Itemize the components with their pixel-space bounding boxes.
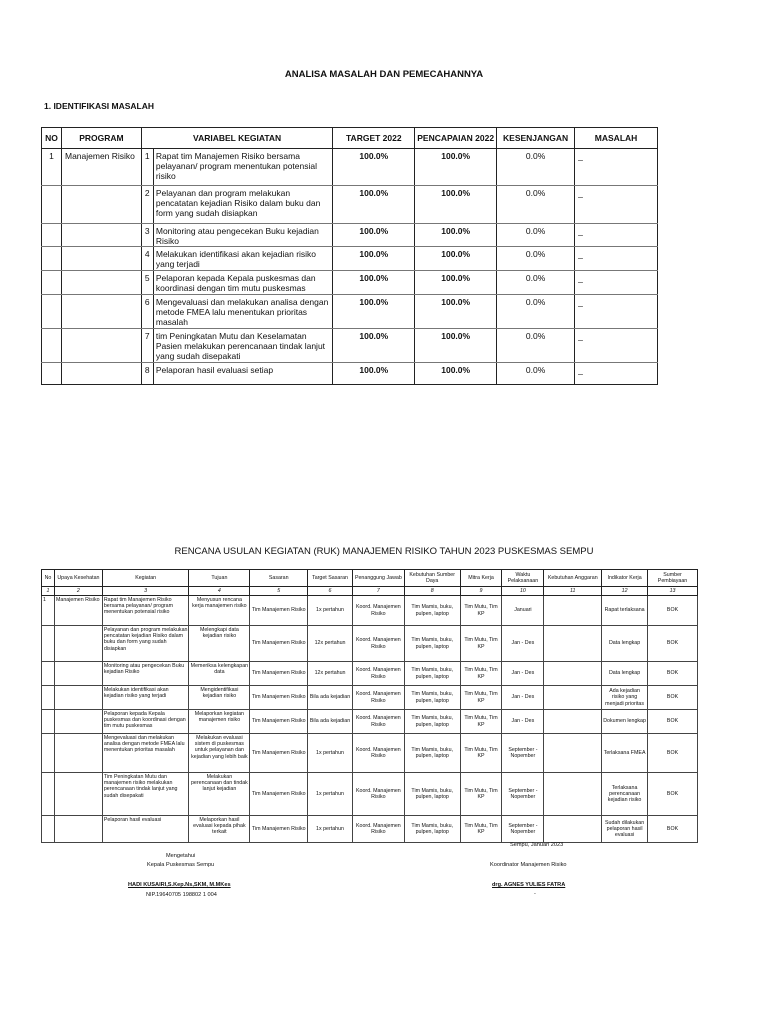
right-label: Koordinator Manajemen Risiko xyxy=(490,862,567,868)
right-signatory-name: drg. AGNES YULIES FATRA xyxy=(492,882,566,888)
activity-number: 4 xyxy=(141,247,153,271)
program-name xyxy=(61,224,141,247)
problem-value: _ xyxy=(575,271,658,295)
table-row xyxy=(42,363,658,385)
table-row xyxy=(42,596,698,626)
ruk-budget xyxy=(544,773,602,816)
target-value: 100.0% xyxy=(333,247,415,271)
ruk-funding-source: BOK xyxy=(648,773,698,816)
table-row xyxy=(42,247,658,271)
activity-text: Rapat tim Manajemen Risiko bersama pelayanan/ program menentukan potensial risiko xyxy=(153,149,333,186)
ruk-objective: Menyusun rencana kerja manajemen risiko xyxy=(189,596,250,626)
ruk-person-in-charge: Koord. Manajemen Risiko xyxy=(352,626,404,662)
ruk-header-cell: Target Sasaran xyxy=(308,570,353,587)
ruk-objective: Mengidentifikasi kejadian risiko xyxy=(189,686,250,710)
ruk-resources: Tim Mamis, buku, pulpen, laptop xyxy=(404,686,460,710)
activity-text: Pelayanan dan program melakukan pencatatan kejadian Risiko dalam buku dan form yang sudah disiapkan xyxy=(153,186,333,224)
problem-value: _ xyxy=(575,363,658,385)
activity-text: Monitoring atau pengecekan Buku kejadian Risiko xyxy=(153,224,333,247)
ruk-indicator: Data lengkap xyxy=(602,662,648,686)
ruk-partner: Tim Mutu, Tim KP xyxy=(460,686,502,710)
ruk-upaya xyxy=(54,662,102,686)
row-no: 1 xyxy=(42,149,62,186)
ruk-upaya xyxy=(54,773,102,816)
ruk-schedule: Jan - Des xyxy=(502,626,544,662)
achievement-value: 100.0% xyxy=(415,295,497,329)
ruk-partner: Tim Mutu, Tim KP xyxy=(460,662,502,686)
target-value: 100.0% xyxy=(333,149,415,186)
ruk-schedule: September - Nopember xyxy=(502,816,544,843)
ruk-header-cell: Kebutuhan Sumber Daya xyxy=(404,570,460,587)
ruk-row-no xyxy=(42,773,55,816)
document-title: ANALISA MASALAH DAN PEMECAHANNYA xyxy=(284,69,484,80)
ruk-target-group: Tim Manajemen Risiko xyxy=(250,710,308,734)
table-row xyxy=(42,710,698,734)
ruk-column-number: 11 xyxy=(544,587,602,596)
program-name xyxy=(61,271,141,295)
ruk-column-number: 6 xyxy=(308,587,353,596)
problem-value: _ xyxy=(575,329,658,363)
ruk-target: 12x pertahun xyxy=(308,626,353,662)
table-row xyxy=(42,149,658,186)
ruk-column-number-row xyxy=(42,587,698,596)
ruk-objective: Memeriksa kelengkapan data xyxy=(189,662,250,686)
ruk-activity: Tim Peningkatan Mutu dan manajemen risiko melakukan perencanaan tindak lanjut yang sudah disepakati xyxy=(102,773,189,816)
ruk-partner: Tim Mutu, Tim KP xyxy=(460,596,502,626)
achievement-value: 100.0% xyxy=(415,186,497,224)
ruk-target: Bila ada kejadian xyxy=(308,686,353,710)
ruk-target: 1x pertahun xyxy=(308,734,353,773)
left-signatory-nip: NIP.19640705 198802 1 004 xyxy=(146,892,217,898)
ruk-person-in-charge: Koord. Manajemen Risiko xyxy=(352,734,404,773)
table-row xyxy=(42,295,658,329)
problem-value: _ xyxy=(575,247,658,271)
target-value: 100.0% xyxy=(333,363,415,385)
ruk-table xyxy=(41,569,698,843)
program-name xyxy=(61,295,141,329)
ruk-resources: Tim Mamis, buku, pulpen, laptop xyxy=(404,816,460,843)
ruk-resources: Tim Mamis, buku, pulpen, laptop xyxy=(404,596,460,626)
ruk-schedule: September - Nopember xyxy=(502,773,544,816)
ruk-activity: Pelayanan dan program melakukan pencatatan kejadian Risiko dalam buku dan form yang sudah disiapkan xyxy=(102,626,189,662)
row-no xyxy=(42,363,62,385)
ruk-partner: Tim Mutu, Tim KP xyxy=(460,734,502,773)
ruk-activity: Mengevaluasi dan melakukan analisa dengan metode FMEA lalu menentukan prioritas masalah xyxy=(102,734,189,773)
ruk-person-in-charge: Koord. Manajemen Risiko xyxy=(352,596,404,626)
ruk-partner: Tim Mutu, Tim KP xyxy=(460,773,502,816)
ruk-column-number: 9 xyxy=(460,587,502,596)
ruk-target-group: Tim Manajemen Risiko xyxy=(250,734,308,773)
ruk-header-cell: No xyxy=(42,570,55,587)
table-row xyxy=(42,816,698,843)
ruk-target-group: Tim Manajemen Risiko xyxy=(250,686,308,710)
ruk-funding-source: BOK xyxy=(648,596,698,626)
ruk-header-cell: Penanggung Jawab xyxy=(352,570,404,587)
program-name xyxy=(61,363,141,385)
ruk-target: 12x pertahun xyxy=(308,662,353,686)
row-no xyxy=(42,329,62,363)
gap-value: 0.0% xyxy=(497,363,575,385)
achievement-value: 100.0% xyxy=(415,271,497,295)
ruk-partner: Tim Mutu, Tim KP xyxy=(460,626,502,662)
activity-number: 5 xyxy=(141,271,153,295)
ruk-column-number: 3 xyxy=(102,587,189,596)
left-label-1: Mengetahui xyxy=(166,853,196,859)
right-signatory-dash: - xyxy=(534,891,536,897)
ruk-row-no xyxy=(42,816,55,843)
activity-number: 6 xyxy=(141,295,153,329)
ruk-partner: Tim Mutu, Tim KP xyxy=(460,816,502,843)
ruk-title: RENCANA USULAN KEGIATAN (RUK) MANAJEMEN RISIKO TAHUN 2023 PUSKESMAS SEMPU xyxy=(174,546,594,557)
program-name xyxy=(61,247,141,271)
table-row xyxy=(42,686,698,710)
ruk-schedule: September - Nopember xyxy=(502,734,544,773)
ruk-target: 1x pertahun xyxy=(308,816,353,843)
ruk-resources: Tim Mamis, buku, pulpen, laptop xyxy=(404,662,460,686)
ruk-target-group: Tim Manajemen Risiko xyxy=(250,626,308,662)
ruk-objective: Melakukan perencanaan dan tindak lanjut kejadian xyxy=(189,773,250,816)
ruk-row-no xyxy=(42,710,55,734)
activity-text: tim Peningkatan Mutu dan Keselamatan Pasien melakukan perencanaan tindak lanjut yang sudah disepakati xyxy=(153,329,333,363)
ruk-funding-source: BOK xyxy=(648,710,698,734)
row-no xyxy=(42,186,62,224)
table-row xyxy=(42,329,658,363)
ruk-row-no xyxy=(42,626,55,662)
ruk-upaya xyxy=(54,626,102,662)
activity-number: 7 xyxy=(141,329,153,363)
achievement-value: 100.0% xyxy=(415,363,497,385)
activity-text: Pelaporan kepada Kepala puskesmas dan koordinasi dengan tim mutu puskesmas xyxy=(153,271,333,295)
problem-identification-table xyxy=(41,127,658,385)
table-row xyxy=(42,734,698,773)
gap-value: 0.0% xyxy=(497,247,575,271)
table-row xyxy=(42,626,698,662)
achievement-value: 100.0% xyxy=(415,247,497,271)
ruk-activity: Monitoring atau pengecekan Buku kejadian Risiko xyxy=(102,662,189,686)
ruk-person-in-charge: Koord. Manajemen Risiko xyxy=(352,710,404,734)
ruk-schedule: Jan - Des xyxy=(502,662,544,686)
problem-value: _ xyxy=(575,224,658,247)
ruk-indicator: Rapat terlaksana xyxy=(602,596,648,626)
table-row xyxy=(42,224,658,247)
ruk-header-cell: Sasaran xyxy=(250,570,308,587)
ruk-indicator: Data lengkap xyxy=(602,626,648,662)
ruk-budget xyxy=(544,816,602,843)
ruk-header-row xyxy=(42,570,698,587)
ruk-budget xyxy=(544,596,602,626)
target-value: 100.0% xyxy=(333,224,415,247)
gap-value: 0.0% xyxy=(497,224,575,247)
ruk-activity: Melakukan identifikasi akan kejadian risiko yang terjadi xyxy=(102,686,189,710)
table-header-row xyxy=(42,128,658,149)
header-pencapaian: PENCAPAIAN 2022 xyxy=(415,128,497,149)
program-name xyxy=(61,186,141,224)
ruk-header-cell: Upaya Kesehatan xyxy=(54,570,102,587)
ruk-objective: Melengkapi data kejadian risiko xyxy=(189,626,250,662)
ruk-target-group: Tim Manajemen Risiko xyxy=(250,662,308,686)
activity-number: 2 xyxy=(141,186,153,224)
ruk-target: Bila ada kejadian xyxy=(308,710,353,734)
ruk-target-group: Tim Manajemen Risiko xyxy=(250,816,308,843)
header-target: TARGET 2022 xyxy=(333,128,415,149)
ruk-funding-source: BOK xyxy=(648,686,698,710)
ruk-activity: Pelaporan kepada Kepala puskesmas dan koordinasi dengan tim mutu puskesmas xyxy=(102,710,189,734)
ruk-budget xyxy=(544,662,602,686)
ruk-row-no: 1 xyxy=(42,596,55,626)
ruk-header-cell: Indikator Kerja xyxy=(602,570,648,587)
row-no xyxy=(42,247,62,271)
activity-number: 8 xyxy=(141,363,153,385)
activity-number: 3 xyxy=(141,224,153,247)
ruk-person-in-charge: Koord. Manajemen Risiko xyxy=(352,686,404,710)
ruk-target-group: Tim Manajemen Risiko xyxy=(250,596,308,626)
ruk-activity: Rapat tim Manajemen Risiko bersama pelayanan/ program menentukan potensial risiko xyxy=(102,596,189,626)
target-value: 100.0% xyxy=(333,329,415,363)
problem-value: _ xyxy=(575,149,658,186)
ruk-row-no xyxy=(42,686,55,710)
ruk-objective: Melakukan evaluasi sistem di puskesmas untuk pelayanan dan kejadian yang lebih baik xyxy=(189,734,250,773)
problem-value: _ xyxy=(575,186,658,224)
header-no: NO xyxy=(42,128,62,149)
table-row xyxy=(42,662,698,686)
row-no xyxy=(42,295,62,329)
header-kesenjangan: KESENJANGAN xyxy=(497,128,575,149)
left-label-2: Kepala Puskesmas Sempu xyxy=(147,862,215,868)
ruk-resources: Tim Mamis, buku, pulpen, laptop xyxy=(404,734,460,773)
table-row xyxy=(42,271,658,295)
row-no xyxy=(42,224,62,247)
ruk-column-number: 10 xyxy=(502,587,544,596)
ruk-upaya xyxy=(54,734,102,773)
header-masalah: MASALAH xyxy=(575,128,658,149)
ruk-target: 1x pertahun xyxy=(308,773,353,816)
ruk-person-in-charge: Koord. Manajemen Risiko xyxy=(352,662,404,686)
ruk-objective: Melaporkan hasil evaluasi kepada pihak terkait xyxy=(189,816,250,843)
ruk-column-number: 8 xyxy=(404,587,460,596)
ruk-indicator: Sudah dilakukan pelaporan hasil evaluasi xyxy=(602,816,648,843)
ruk-budget xyxy=(544,626,602,662)
ruk-column-number: 2 xyxy=(54,587,102,596)
row-no xyxy=(42,271,62,295)
ruk-indicator: Ada kejadian risiko yang menjadi prioritas xyxy=(602,686,648,710)
ruk-column-number: 12 xyxy=(602,587,648,596)
ruk-funding-source: BOK xyxy=(648,662,698,686)
ruk-resources: Tim Mamis, buku, pulpen, laptop xyxy=(404,773,460,816)
table-row xyxy=(42,773,698,816)
place-date: Sempu, Januari 2023 xyxy=(510,842,564,848)
ruk-column-number: 5 xyxy=(250,587,308,596)
ruk-header-cell: Sumber Pembiayaan xyxy=(648,570,698,587)
ruk-header-cell: Kebutuhan Anggaran xyxy=(544,570,602,587)
ruk-row-no xyxy=(42,734,55,773)
ruk-resources: Tim Mamis, buku, pulpen, laptop xyxy=(404,710,460,734)
header-program: PROGRAM xyxy=(61,128,141,149)
program-name xyxy=(61,329,141,363)
ruk-objective: Melaporkan kegiatan manajemen risiko xyxy=(189,710,250,734)
achievement-value: 100.0% xyxy=(415,224,497,247)
activity-number: 1 xyxy=(141,149,153,186)
ruk-column-number: 7 xyxy=(352,587,404,596)
ruk-budget xyxy=(544,734,602,773)
ruk-indicator: Terlaksana perencanaan kejadian risiko xyxy=(602,773,648,816)
ruk-schedule: Jan - Des xyxy=(502,686,544,710)
ruk-funding-source: BOK xyxy=(648,734,698,773)
ruk-upaya xyxy=(54,816,102,843)
ruk-target-group: Tim Manajemen Risiko xyxy=(250,773,308,816)
ruk-activity: Pelaporan hasil evaluasi xyxy=(102,816,189,843)
gap-value: 0.0% xyxy=(497,271,575,295)
ruk-indicator: Terlaksana FMEA xyxy=(602,734,648,773)
ruk-target: 1x pertahun xyxy=(308,596,353,626)
gap-value: 0.0% xyxy=(497,149,575,186)
activity-text: Pelaporan hasil evaluasi setiap xyxy=(153,363,333,385)
target-value: 100.0% xyxy=(333,271,415,295)
ruk-column-number: 4 xyxy=(189,587,250,596)
ruk-person-in-charge: Koord. Manajemen Risiko xyxy=(352,816,404,843)
ruk-upaya xyxy=(54,686,102,710)
ruk-indicator: Dokumen lengkap xyxy=(602,710,648,734)
ruk-header-cell: Mitra Kerja xyxy=(460,570,502,587)
achievement-value: 100.0% xyxy=(415,149,497,186)
activity-text: Melakukan identifikasi akan kejadian risiko yang terjadi xyxy=(153,247,333,271)
ruk-funding-source: BOK xyxy=(648,816,698,843)
gap-value: 0.0% xyxy=(497,329,575,363)
ruk-upaya xyxy=(54,710,102,734)
problem-value: _ xyxy=(575,295,658,329)
ruk-partner: Tim Mutu, Tim KP xyxy=(460,710,502,734)
ruk-schedule: Jan - Des xyxy=(502,710,544,734)
table-row xyxy=(42,186,658,224)
ruk-resources: Tim Mamis, buku, pulpen, laptop xyxy=(404,626,460,662)
ruk-funding-source: BOK xyxy=(648,626,698,662)
header-variabel-kegiatan: VARIABEL KEGIATAN xyxy=(141,128,333,149)
ruk-schedule: Januari xyxy=(502,596,544,626)
ruk-person-in-charge: Koord. Manajemen Risiko xyxy=(352,773,404,816)
left-signatory-name: HADI KUSAIRI,S.Kep.Ns,SKM, M.MKes xyxy=(128,882,231,888)
activity-text: Mengevaluasi dan melakukan analisa dengan metode FMEA lalu menentukan prioritas masalah xyxy=(153,295,333,329)
ruk-header-cell: Kegiatan xyxy=(102,570,189,587)
ruk-upaya: Manajemen Risiko xyxy=(54,596,102,626)
ruk-column-number: 13 xyxy=(648,587,698,596)
gap-value: 0.0% xyxy=(497,186,575,224)
gap-value: 0.0% xyxy=(497,295,575,329)
ruk-header-cell: Waktu Pelaksanaan xyxy=(502,570,544,587)
ruk-column-number: 1 xyxy=(42,587,55,596)
target-value: 100.0% xyxy=(333,295,415,329)
ruk-header-cell: Tujuan xyxy=(189,570,250,587)
target-value: 100.0% xyxy=(333,186,415,224)
ruk-budget xyxy=(544,710,602,734)
ruk-budget xyxy=(544,686,602,710)
achievement-value: 100.0% xyxy=(415,329,497,363)
ruk-row-no xyxy=(42,662,55,686)
section-heading: 1. IDENTIFIKASI MASALAH xyxy=(44,101,155,111)
program-name: Manajemen Risiko xyxy=(61,149,141,186)
